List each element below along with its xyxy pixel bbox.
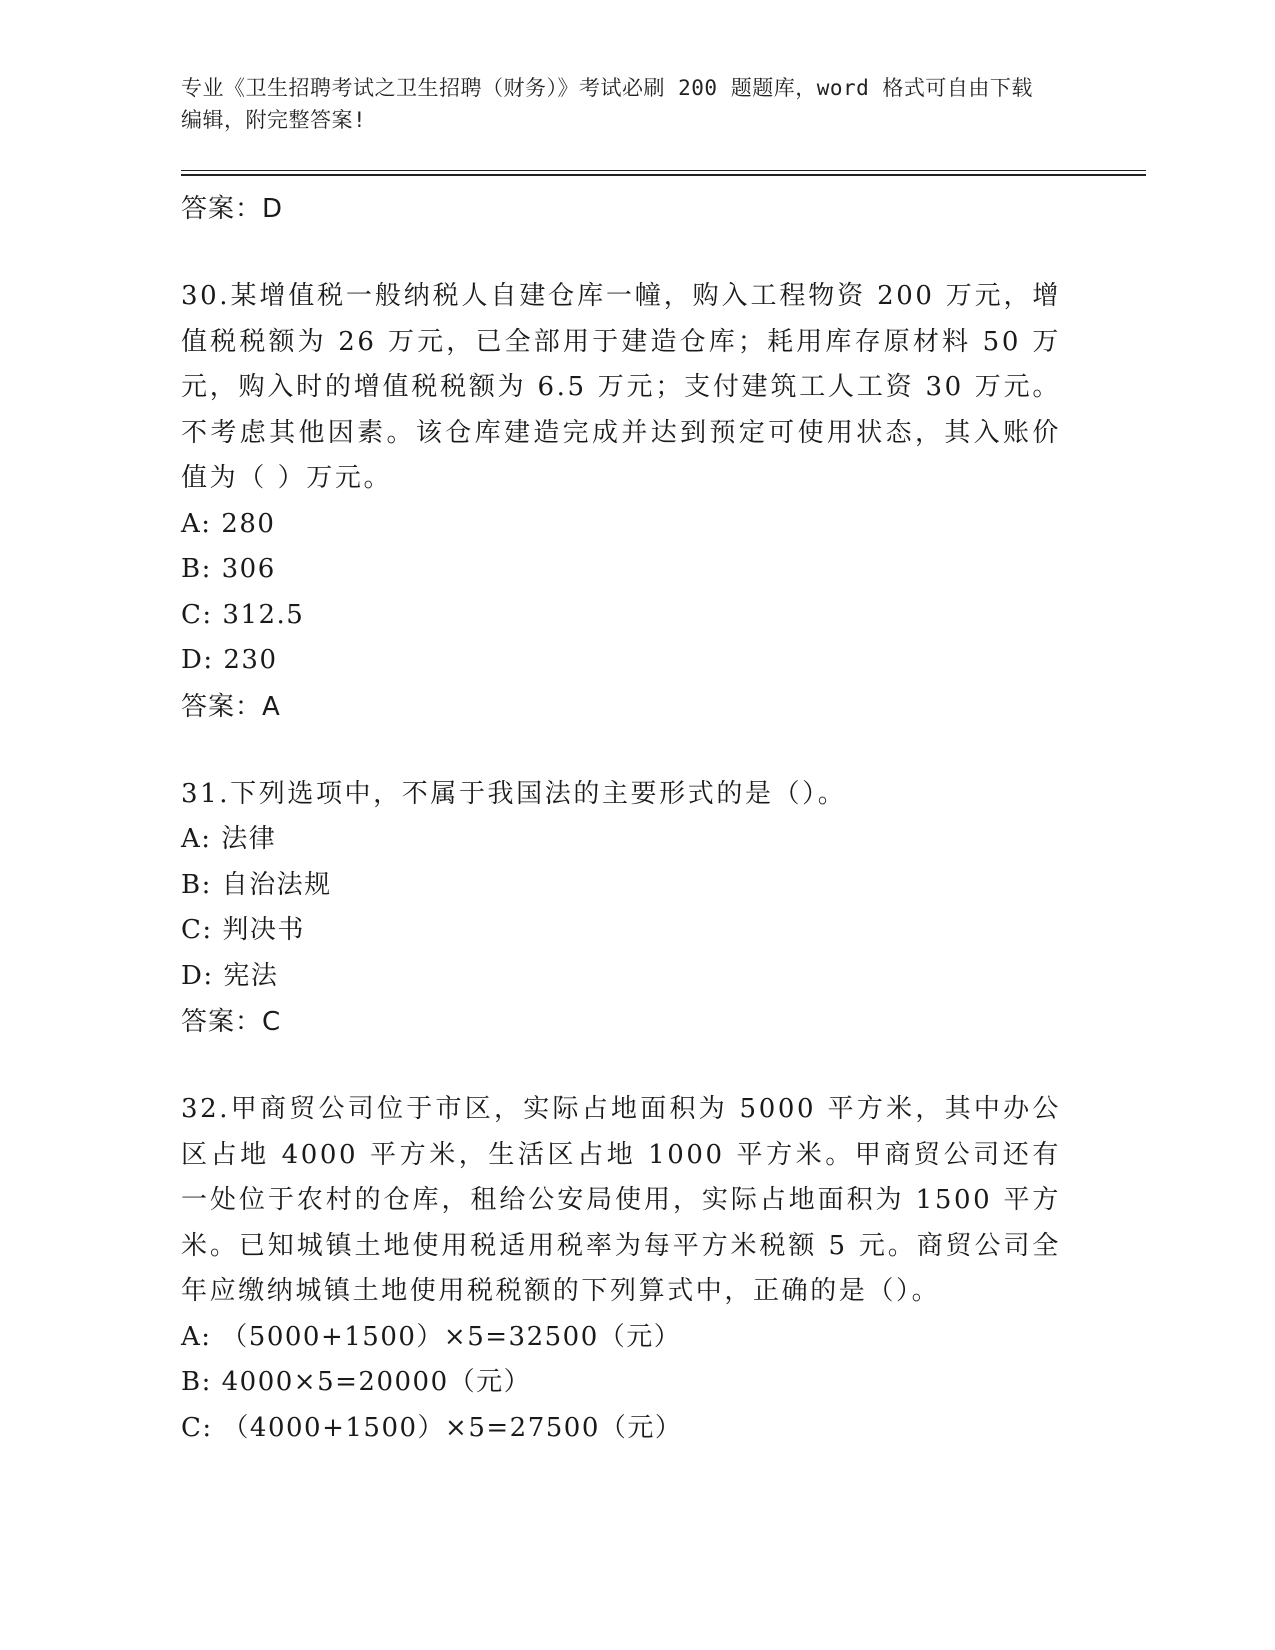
question-32 (181, 1087, 1061, 1451)
question-stem: 32.甲商贸公司位于市区，实际占地面积为 5000 平方米，其中办公区占地 4000 平方米，生活区占地 1000 平方米。甲商贸公司还有一处位于农村的仓库，租给公安局使用，实际占地面积为 1500 平方米。已知城镇土地使用税适用税率为每平方米税额 5 元。商贸公司全年应缴纳城镇土地使用税税额的下列算式中，正确的是（）。 (181, 1094, 1061, 1306)
option-d: D: 宪法 (181, 960, 279, 991)
option-a: A: （5000+1500）×5=32500（元） (181, 1321, 682, 1352)
spacer (181, 1045, 1061, 1087)
option-b: B: 4000×5=20000（元） (181, 1367, 532, 1397)
previous-answer: 答案：D (181, 194, 284, 224)
question-stem: 30.某增值税一般纳税人自建仓库一幢，购入工程物资 200 万元，增值税税额为 26 万元，已全部用于建造仓库；耗用库存原材料 50 万元，购入时的增值税税额为 6.5 万元；支付建筑工人工资 30 万元。不考虑其他因素。该仓库建造完成并达到预定可使用状态，其入账价值为（ ）万元。 (181, 281, 1061, 493)
question-list (181, 186, 1061, 1451)
spacer (181, 232, 1061, 274)
page-header: 专业《卫生招聘考试之卫生招聘（财务）》考试必刷 200 题题库，word 格式可自由下载编辑，附完整答案! (181, 76, 1033, 132)
question-answer: 答案：C (181, 1007, 282, 1037)
spacer (181, 730, 1061, 772)
option-b: B: 306 (181, 554, 276, 584)
option-b: B: 自治法规 (181, 869, 332, 900)
question-stem: 31.下列选项中，不属于我国法的主要形式的是（）。 (181, 778, 847, 809)
option-c: C: （4000+1500）×5=27500（元） (181, 1412, 683, 1443)
option-c: C: 312.5 (181, 599, 305, 630)
option-d: D: 230 (181, 645, 278, 675)
option-c: C: 判决书 (181, 915, 305, 945)
option-a: A: 280 (181, 508, 276, 539)
question-30 (181, 274, 1061, 730)
header-rule-thick (181, 174, 1146, 176)
header-rule-thin (181, 170, 1146, 171)
question-answer: 答案：A (181, 691, 281, 722)
option-a: A: 法律 (181, 824, 277, 854)
question-31 (181, 772, 1061, 1046)
